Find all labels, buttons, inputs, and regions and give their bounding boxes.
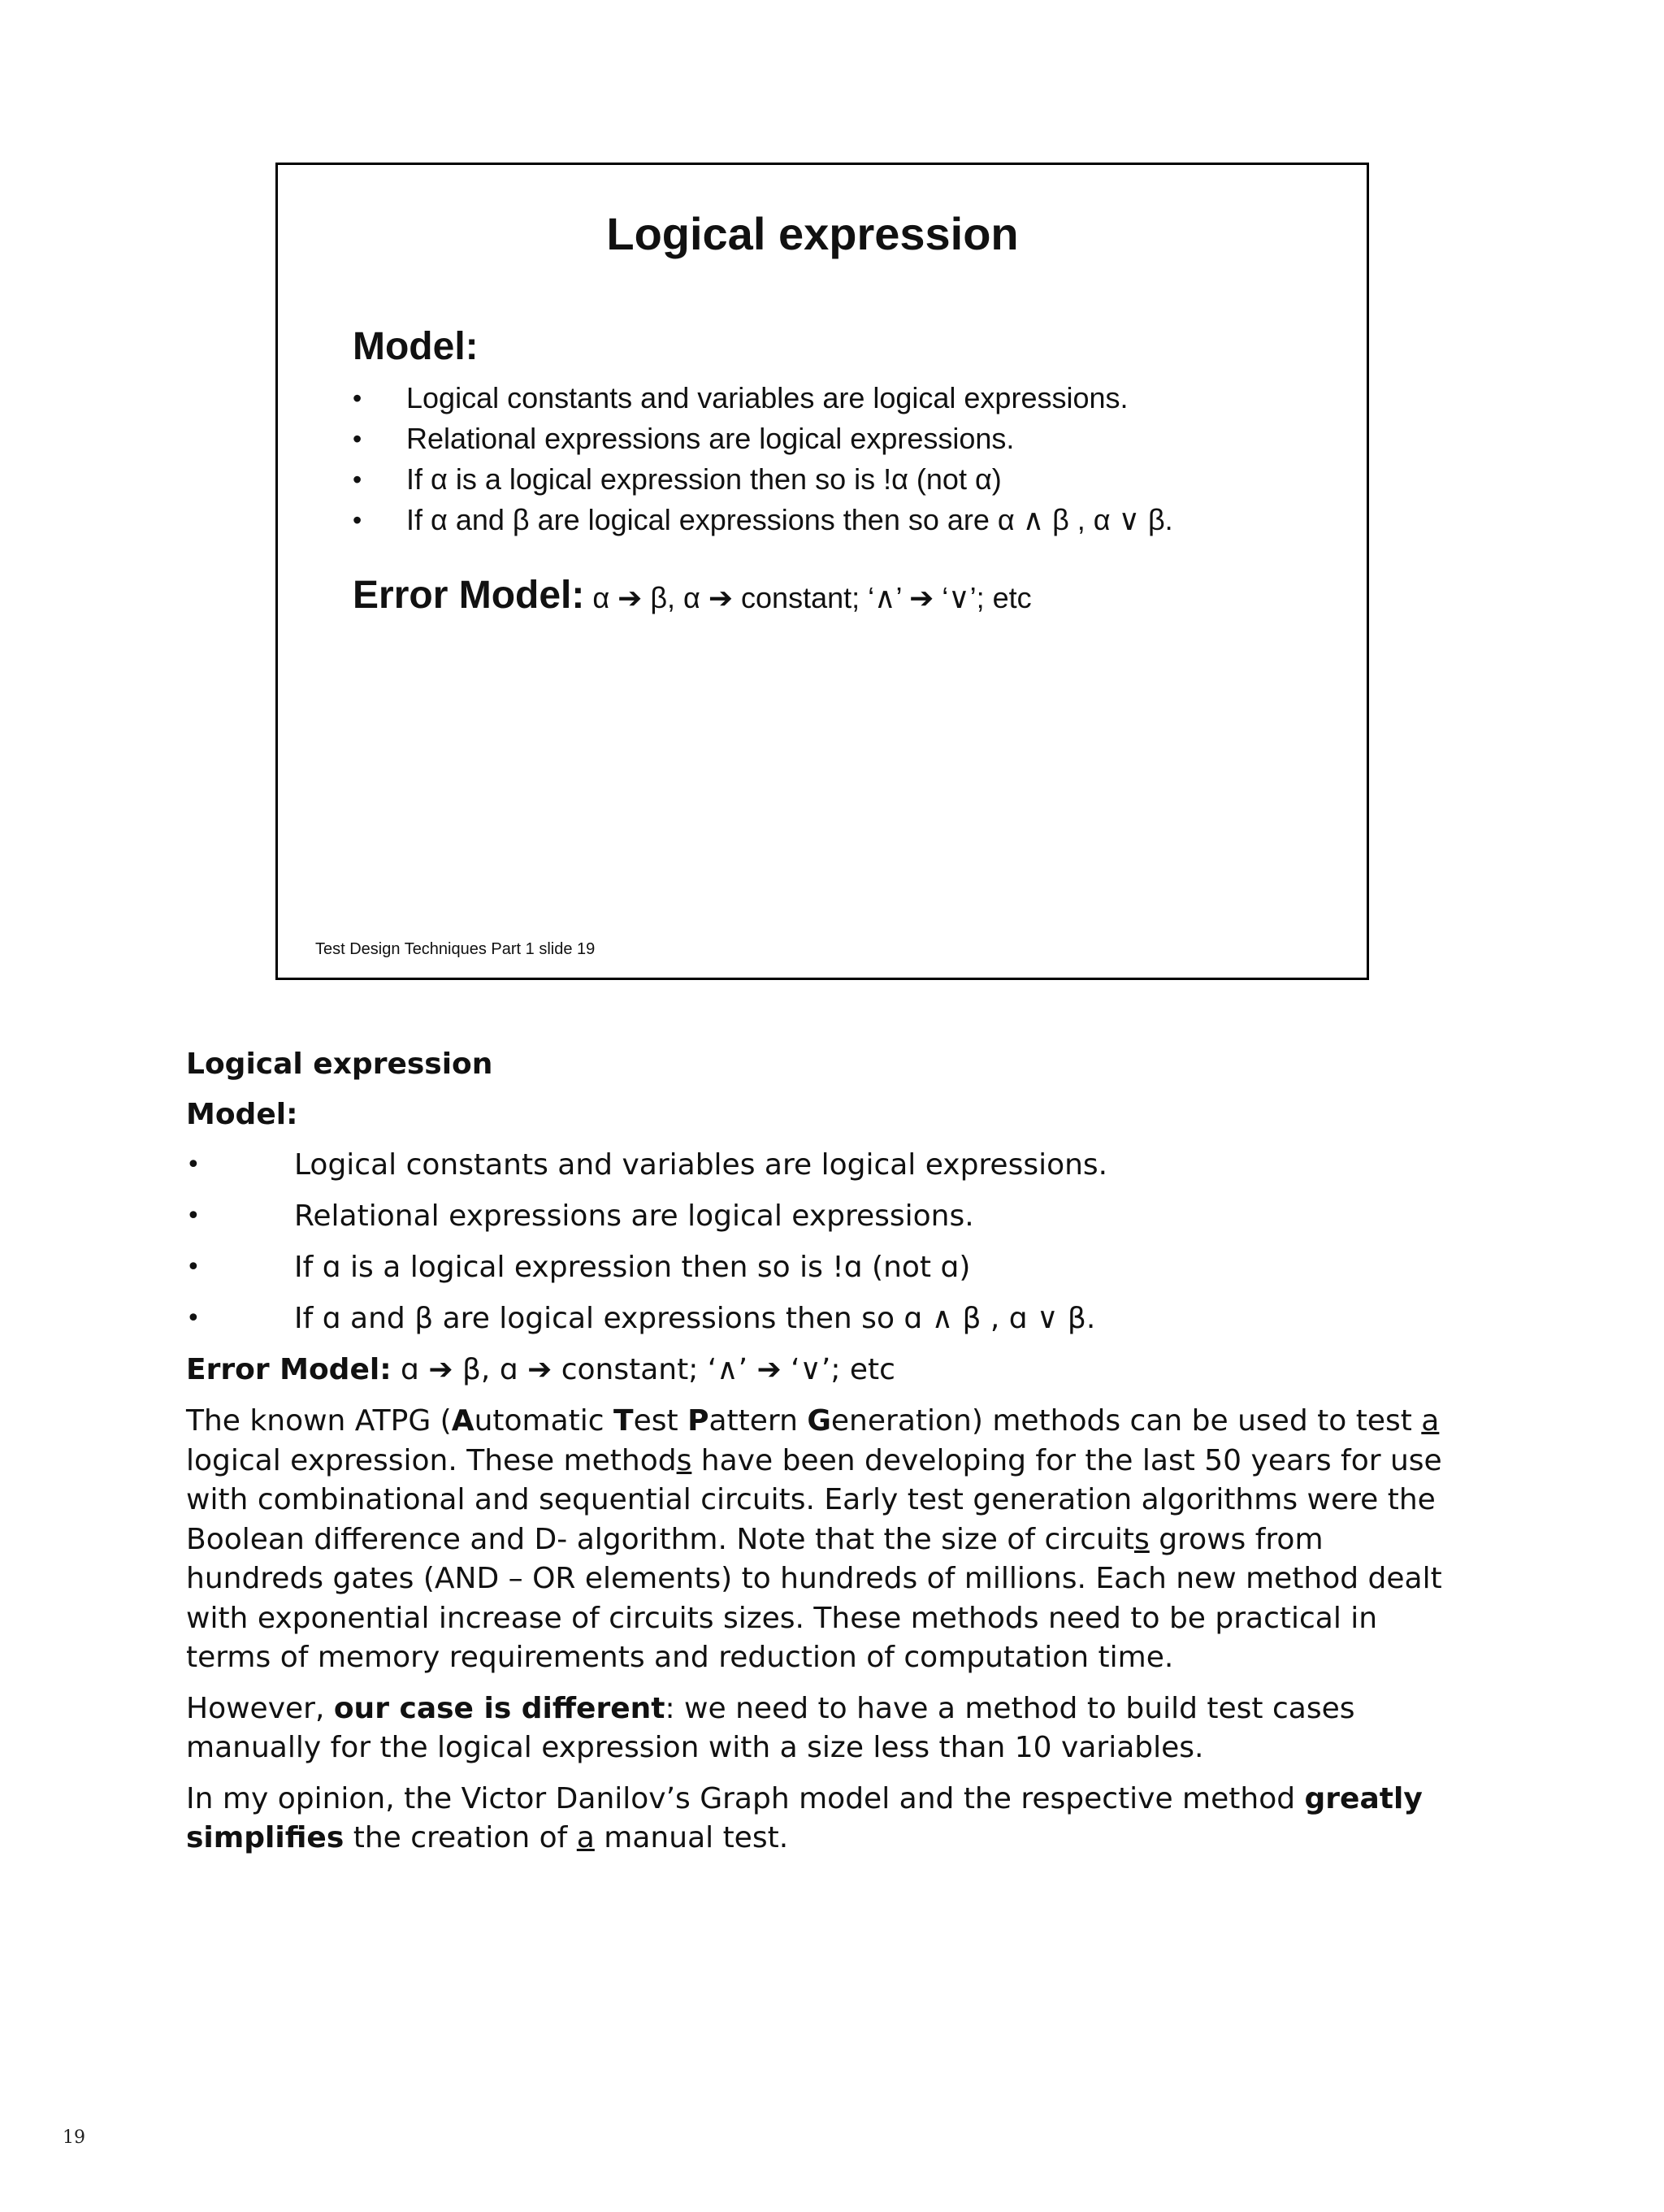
bullet-dot-icon: • (186, 1151, 201, 1179)
text-run: The known ATPG ( (186, 1404, 452, 1438)
bullet-dot-icon: • (353, 384, 362, 413)
notes-bullet (186, 1248, 1470, 1299)
bold-run: P (687, 1404, 709, 1438)
text-run: However, (186, 1691, 334, 1725)
slide-bullet-list (353, 378, 1173, 540)
notes-bullet-text: If ɑ and β are logical expressions then so ɑ ∧ β , ɑ ∨ β. (294, 1302, 1096, 1335)
slide-bullet (353, 500, 1173, 540)
notes-bullet-text: Relational expressions are logical expressions. (294, 1199, 974, 1233)
notes-error-model-text: ɑ ➔ β, ɑ ➔ constant; ‘∧’ ➔ ‘∨’; etc (391, 1353, 895, 1386)
text-run: attern (708, 1404, 808, 1438)
slide-bullet-text: Relational expressions are logical expressions. (406, 422, 1015, 455)
bullet-dot-icon: • (353, 424, 362, 453)
underlined-run: a (1421, 1404, 1440, 1438)
text-run: utomatic (474, 1404, 614, 1438)
notes-paragraph-opinion (186, 1780, 1470, 1859)
slide-bullet-text: Logical constants and variables are logical expressions. (406, 381, 1129, 414)
text-run: have been developing for the last 50 years for use with combinational and sequential circuits. Early test generation algorithms were the Boolean difference and D- algorithm. Note that the size of circuit (186, 1443, 1442, 1556)
underlined-run: s (1134, 1522, 1150, 1556)
slide-footer: Test Design Techniques Part 1 slide 19 (315, 940, 596, 958)
notes-bullet (186, 1299, 1470, 1351)
text-run: : we need to have a method to build test cases manually for the logical expression with a size less than 10 variables. (186, 1691, 1355, 1764)
notes-model-heading: Model: (186, 1098, 298, 1131)
notes-bullet-list (186, 1146, 1470, 1351)
text-run: manual test. (594, 1821, 789, 1854)
slide-bullet (353, 378, 1173, 419)
slide-title (278, 207, 1367, 260)
text-run: the creation of (344, 1821, 577, 1854)
slide-bullet-text: If α and β are logical expressions then so are α ∧ β , α ∨ β. (406, 503, 1173, 536)
slide-error-model-label: Error Model: (353, 574, 585, 617)
text-run: est (633, 1404, 688, 1438)
bold-run: G (807, 1404, 831, 1438)
slide-title-text: Logical expression (606, 208, 1019, 259)
text-run: logical expression. These method (186, 1443, 677, 1477)
slide-bullet (353, 459, 1173, 500)
bullet-dot-icon: • (353, 465, 362, 494)
bullet-dot-icon: • (186, 1253, 201, 1282)
notes-heading: Logical expression (186, 1047, 493, 1081)
text-run: eneration) methods can be used to test (830, 1404, 1422, 1438)
slide-error-model-text: α ➔ β, α ➔ constant; ‘∧’ ➔ ‘∨’; etc (584, 581, 1032, 614)
slide-model-heading: Model: (353, 325, 479, 368)
text-run: grows from hundreds gates (AND – OR elements) to hundreds of millions. Each new method dealt with exponential increase of circuits sizes. These methods need to be practical in terms of memory requirements and reduction of computation time. (186, 1522, 1442, 1674)
notes-paragraph-case (186, 1689, 1470, 1768)
notes-bullet-text: If ɑ is a logical expression then so is !ɑ (not ɑ) (294, 1251, 971, 1284)
bold-run: our case is different (333, 1691, 665, 1725)
bold-run: A (451, 1404, 474, 1438)
slide-thumbnail (275, 163, 1369, 980)
underlined-run: a (576, 1821, 595, 1854)
slide-error-model (353, 573, 1032, 618)
text-run: In my opinion, the Victor Danilov’s Graph model and the respective method (186, 1781, 1305, 1815)
bullet-dot-icon: • (186, 1202, 201, 1230)
page-number: 19 (63, 2127, 85, 2148)
slide-bullet-text: If α is a logical expression then so is !α (not α) (406, 462, 1002, 496)
notes-error-model-label: Error Model: (186, 1353, 392, 1386)
notes-bullet (186, 1146, 1470, 1197)
bold-run: T (613, 1404, 634, 1438)
notes-section (186, 1045, 1470, 1870)
notes-paragraph-atpg (186, 1402, 1470, 1678)
bullet-dot-icon: • (353, 505, 362, 535)
notes-error-model (186, 1351, 1470, 1402)
notes-bullet-text: Logical constants and variables are logical expressions. (294, 1148, 1108, 1182)
underlined-run: s (676, 1443, 692, 1477)
notes-bullet (186, 1197, 1470, 1248)
slide-bullet (353, 419, 1173, 459)
bullet-dot-icon: • (186, 1304, 201, 1333)
bold-run: greatly simplifies (186, 1781, 1423, 1854)
